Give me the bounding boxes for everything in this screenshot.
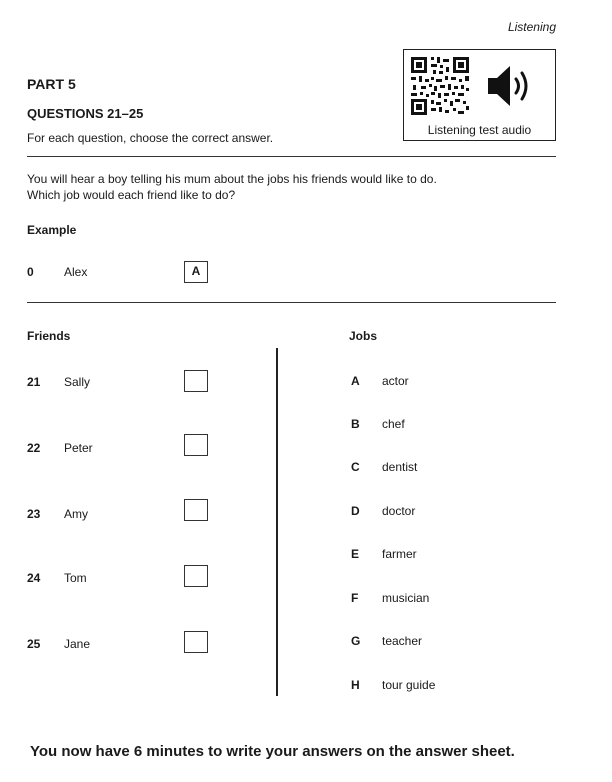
audio-panel[interactable] [403, 49, 556, 141]
section-label: Listening [507, 20, 556, 34]
job-letter: D [351, 504, 360, 518]
job-name: tour guide [382, 678, 436, 692]
job-letter: H [351, 678, 360, 692]
job-letter: F [351, 591, 359, 605]
job-name: chef [382, 417, 405, 431]
friend-name: Sally [64, 375, 91, 389]
example-name: Alex [64, 265, 88, 279]
divider [27, 156, 556, 157]
job-name: teacher [382, 634, 423, 648]
example-heading: Example [27, 223, 77, 237]
intro-line-1: You will hear a boy telling his mum about the jobs his friends would like to do. [27, 172, 437, 186]
job-letter: B [351, 417, 360, 431]
question-number: 25 [27, 637, 41, 651]
example-number: 0 [27, 265, 34, 279]
speaker-icon[interactable] [486, 62, 538, 110]
question-number: 21 [27, 375, 41, 389]
answer-box-24[interactable] [184, 565, 208, 587]
job-name: actor [382, 374, 409, 388]
answer-box-25[interactable] [184, 631, 208, 653]
friend-name: Jane [64, 637, 91, 651]
job-name: dentist [382, 460, 418, 474]
friend-name: Tom [64, 571, 87, 585]
friends-heading: Friends [27, 329, 71, 343]
question-number: 22 [27, 441, 41, 455]
job-letter: G [351, 634, 361, 648]
qr-code-icon[interactable] [409, 55, 471, 117]
answer-box-21[interactable] [184, 370, 208, 392]
footer-instruction: You now have 6 minutes to write your answers on the answer sheet. [30, 743, 515, 760]
job-letter: E [351, 547, 360, 561]
divider [27, 302, 556, 303]
audio-label: Listening test audio [427, 123, 532, 137]
job-name: musician [382, 591, 430, 605]
intro-line-2: Which job would each friend like to do? [27, 188, 236, 202]
instruction-text: For each question, choose the correct answer. [27, 131, 274, 145]
answer-box-22[interactable] [184, 434, 208, 456]
friend-name: Peter [64, 441, 93, 455]
question-number: 23 [27, 507, 41, 521]
job-name: farmer [382, 547, 417, 561]
answer-box-23[interactable] [184, 499, 208, 521]
question-range: QUESTIONS 21–25 [27, 106, 144, 121]
part-title: PART 5 [27, 76, 76, 92]
example-answer-box: A [184, 261, 208, 283]
column-divider [276, 348, 278, 696]
job-name: doctor [382, 504, 416, 518]
question-number: 24 [27, 571, 41, 585]
job-letter: A [351, 374, 360, 388]
jobs-heading: Jobs [349, 329, 378, 343]
job-letter: C [351, 460, 360, 474]
friend-name: Amy [64, 507, 88, 521]
